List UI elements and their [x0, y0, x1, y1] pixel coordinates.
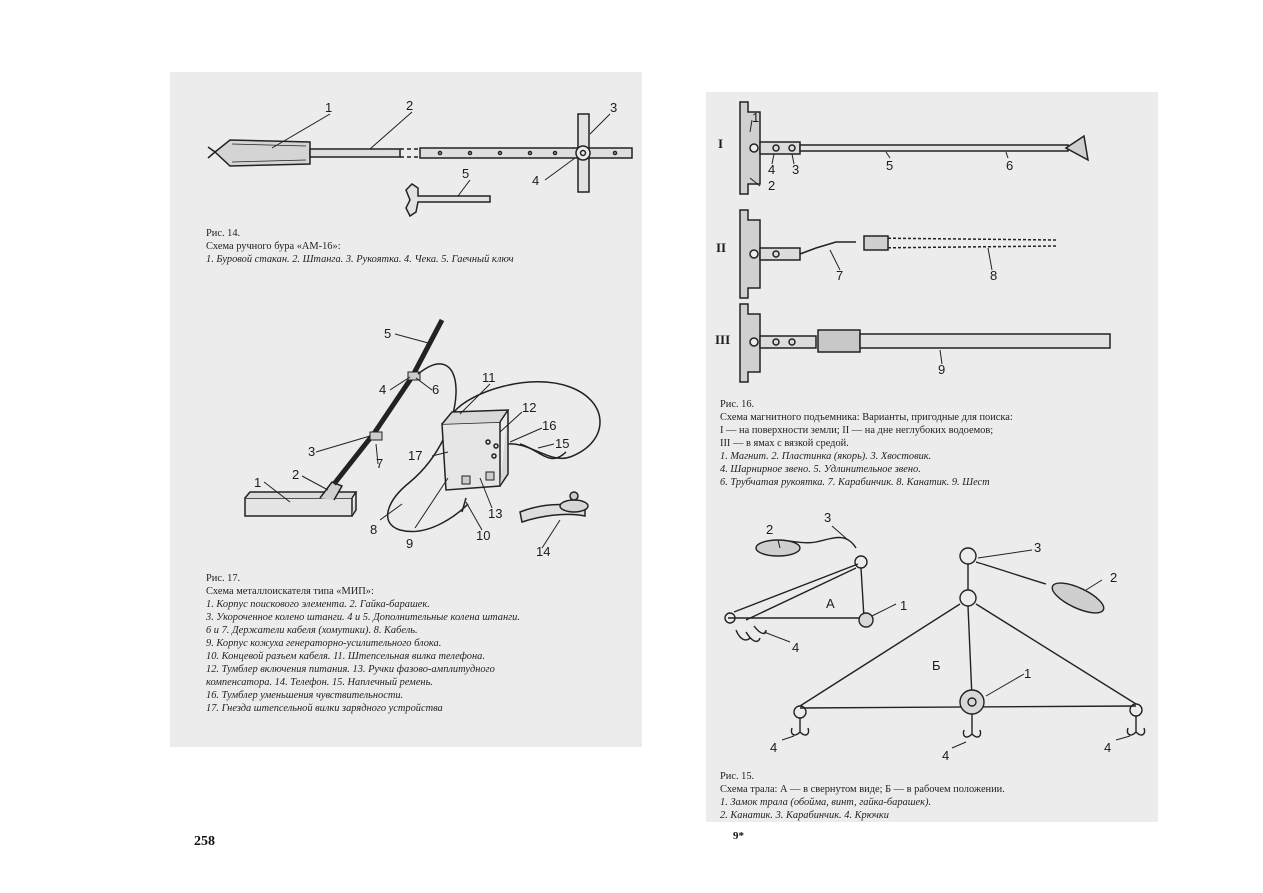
fig16-label-3: 3 [792, 162, 800, 177]
fig15-label-2b: 2 [1110, 570, 1118, 585]
fig17-caption-line: 9. Корпус кожуха генераторно-усилительного блока. [206, 638, 442, 649]
fig16-label-7: 7 [836, 268, 844, 283]
fig15-label-4c: 4 [942, 748, 950, 763]
fig17-caption [206, 572, 520, 715]
fig17-caption-line: 17. Гнезда штепсельной вилки зарядного устройства [206, 703, 443, 714]
fig16-caption-line: III — в ямах с вязкой средой. [720, 438, 849, 449]
fig15-label-2a: 2 [766, 522, 774, 537]
fig17-label-12: 12 [522, 400, 537, 415]
fig17-label-16: 16 [542, 418, 557, 433]
fig17-caption-line: 3. Укороченное колено штанги. 4 и 5. Дополнительные колена штанги. [206, 612, 520, 623]
fig16-label-2: 2 [768, 178, 776, 193]
fig17-caption-line: 1. Корпус поискового элемента. 2. Гайка-барашек. [206, 599, 430, 610]
fig17-label-2: 2 [292, 467, 300, 482]
fig16-caption-line: Схема магнитного подъемника: Варианты, пригодные для поиска: [720, 412, 1013, 423]
fig16-label-6: 6 [1006, 158, 1014, 173]
fig16-label-5: 5 [886, 158, 894, 173]
fig14-label-3: 3 [610, 100, 618, 115]
fig14-caption-legend: 1. Буровой стакан. 2. Штанга. 3. Рукоятка. 4. Чека. 5. Гаечный ключ [206, 254, 514, 265]
fig17-label-5: 5 [384, 326, 392, 341]
fig15-label-B: Б [932, 658, 941, 673]
fig17-label-10: 10 [476, 528, 491, 543]
right-page-number: 9* [733, 830, 744, 842]
right-page [706, 92, 1158, 822]
fig17-caption-line: 6 и 7. Держатели кабеля (хомутики). 8. Кабель. [206, 625, 418, 636]
fig17-caption-line: 10. Концевой разъем кабеля. 11. Штепсельная вилка телефона. [206, 651, 485, 662]
figure-16-magnetic-lifter [706, 92, 1158, 392]
fig16-variant-III: III [715, 332, 731, 347]
figure-15-trawl [706, 502, 1158, 802]
fig17-label-6: 6 [432, 382, 440, 397]
fig15-label-1a: 1 [900, 598, 908, 613]
fig16-caption-line: 6. Трубчатая рукоятка. 7. Карабинчик. 8. Канатик. 9. Шест [720, 477, 990, 488]
fig15-label-4b: 4 [770, 740, 778, 755]
fig14-label-5: 5 [462, 166, 470, 181]
fig17-label-3: 3 [308, 444, 316, 459]
fig17-caption-line: 12. Тумблер включения питания. 13. Ручки фазово-амплитудного [206, 664, 495, 675]
fig14-caption-title: Рис. 14. [206, 228, 241, 239]
fig14-label-1: 1 [325, 100, 333, 115]
fig15-caption-line: 1. Замок трала (обойма, винт, гайка-барашек). [720, 797, 932, 808]
fig17-label-9: 9 [406, 536, 414, 551]
fig17-caption-line: 16. Тумблер уменьшения чувствительности. [206, 690, 404, 701]
fig16-caption-line: I — на поверхности земли; II — на дне неглубоких водоемов; [720, 425, 994, 436]
fig16-label-1: 1 [752, 110, 760, 125]
fig16-label-8: 8 [990, 268, 998, 283]
fig16-variant-II: II [716, 240, 727, 255]
fig14-caption-line: Схема ручного бура «АМ-16»: [206, 241, 341, 252]
left-page-number: 258 [194, 834, 215, 849]
fig15-label-4d: 4 [1104, 740, 1112, 755]
fig17-label-4: 4 [379, 382, 387, 397]
fig17-caption-line: Схема металлоискателя типа «МИП»: [206, 586, 374, 597]
fig15-label-1b: 1 [1024, 666, 1032, 681]
fig15-caption [720, 770, 1005, 822]
fig16-variant-I: I [718, 136, 724, 151]
figure-17-metal-detector [170, 72, 642, 572]
fig16-caption [720, 398, 1013, 489]
fig15-label-4a: 4 [792, 640, 800, 655]
fig17-label-1: 1 [254, 475, 262, 490]
fig15-label-3b: 3 [1034, 540, 1042, 555]
fig14-label-2: 2 [406, 98, 414, 113]
fig16-caption-line: 1. Магнит. 2. Пластинка (якорь). 3. Хвостовик. [720, 451, 932, 462]
fig17-caption-title: Рис. 17. [206, 573, 241, 584]
fig17-label-17: 17 [408, 448, 423, 463]
fig15-caption-line: 2. Канатик. 3. Карабинчик. 4. Крючки [720, 810, 889, 821]
fig15-label-3a: 3 [824, 510, 832, 525]
fig17-label-7: 7 [376, 456, 384, 471]
fig15-caption-title: Рис. 15. [720, 771, 755, 782]
fig16-label-9: 9 [938, 362, 946, 377]
fig17-label-11: 11 [482, 370, 496, 385]
fig17-caption-line: компенсатора. 14. Телефон. 15. Наплечный ремень. [206, 677, 433, 688]
fig17-label-13: 13 [488, 506, 503, 521]
fig16-caption-title: Рис. 16. [720, 399, 755, 410]
fig17-label-8: 8 [370, 522, 378, 537]
fig17-label-14: 14 [536, 544, 551, 559]
fig16-caption-line: 4. Шарнирное звено. 5. Удлинительное звено. [720, 464, 921, 475]
fig15-label-A: А [826, 596, 835, 611]
fig15-caption-line: Схема трала: А — в свернутом виде; Б — в рабочем положении. [720, 784, 1005, 795]
fig16-label-4: 4 [768, 162, 776, 177]
fig17-label-15: 15 [555, 436, 570, 451]
left-page [170, 72, 642, 747]
fig14-label-4: 4 [532, 173, 540, 188]
